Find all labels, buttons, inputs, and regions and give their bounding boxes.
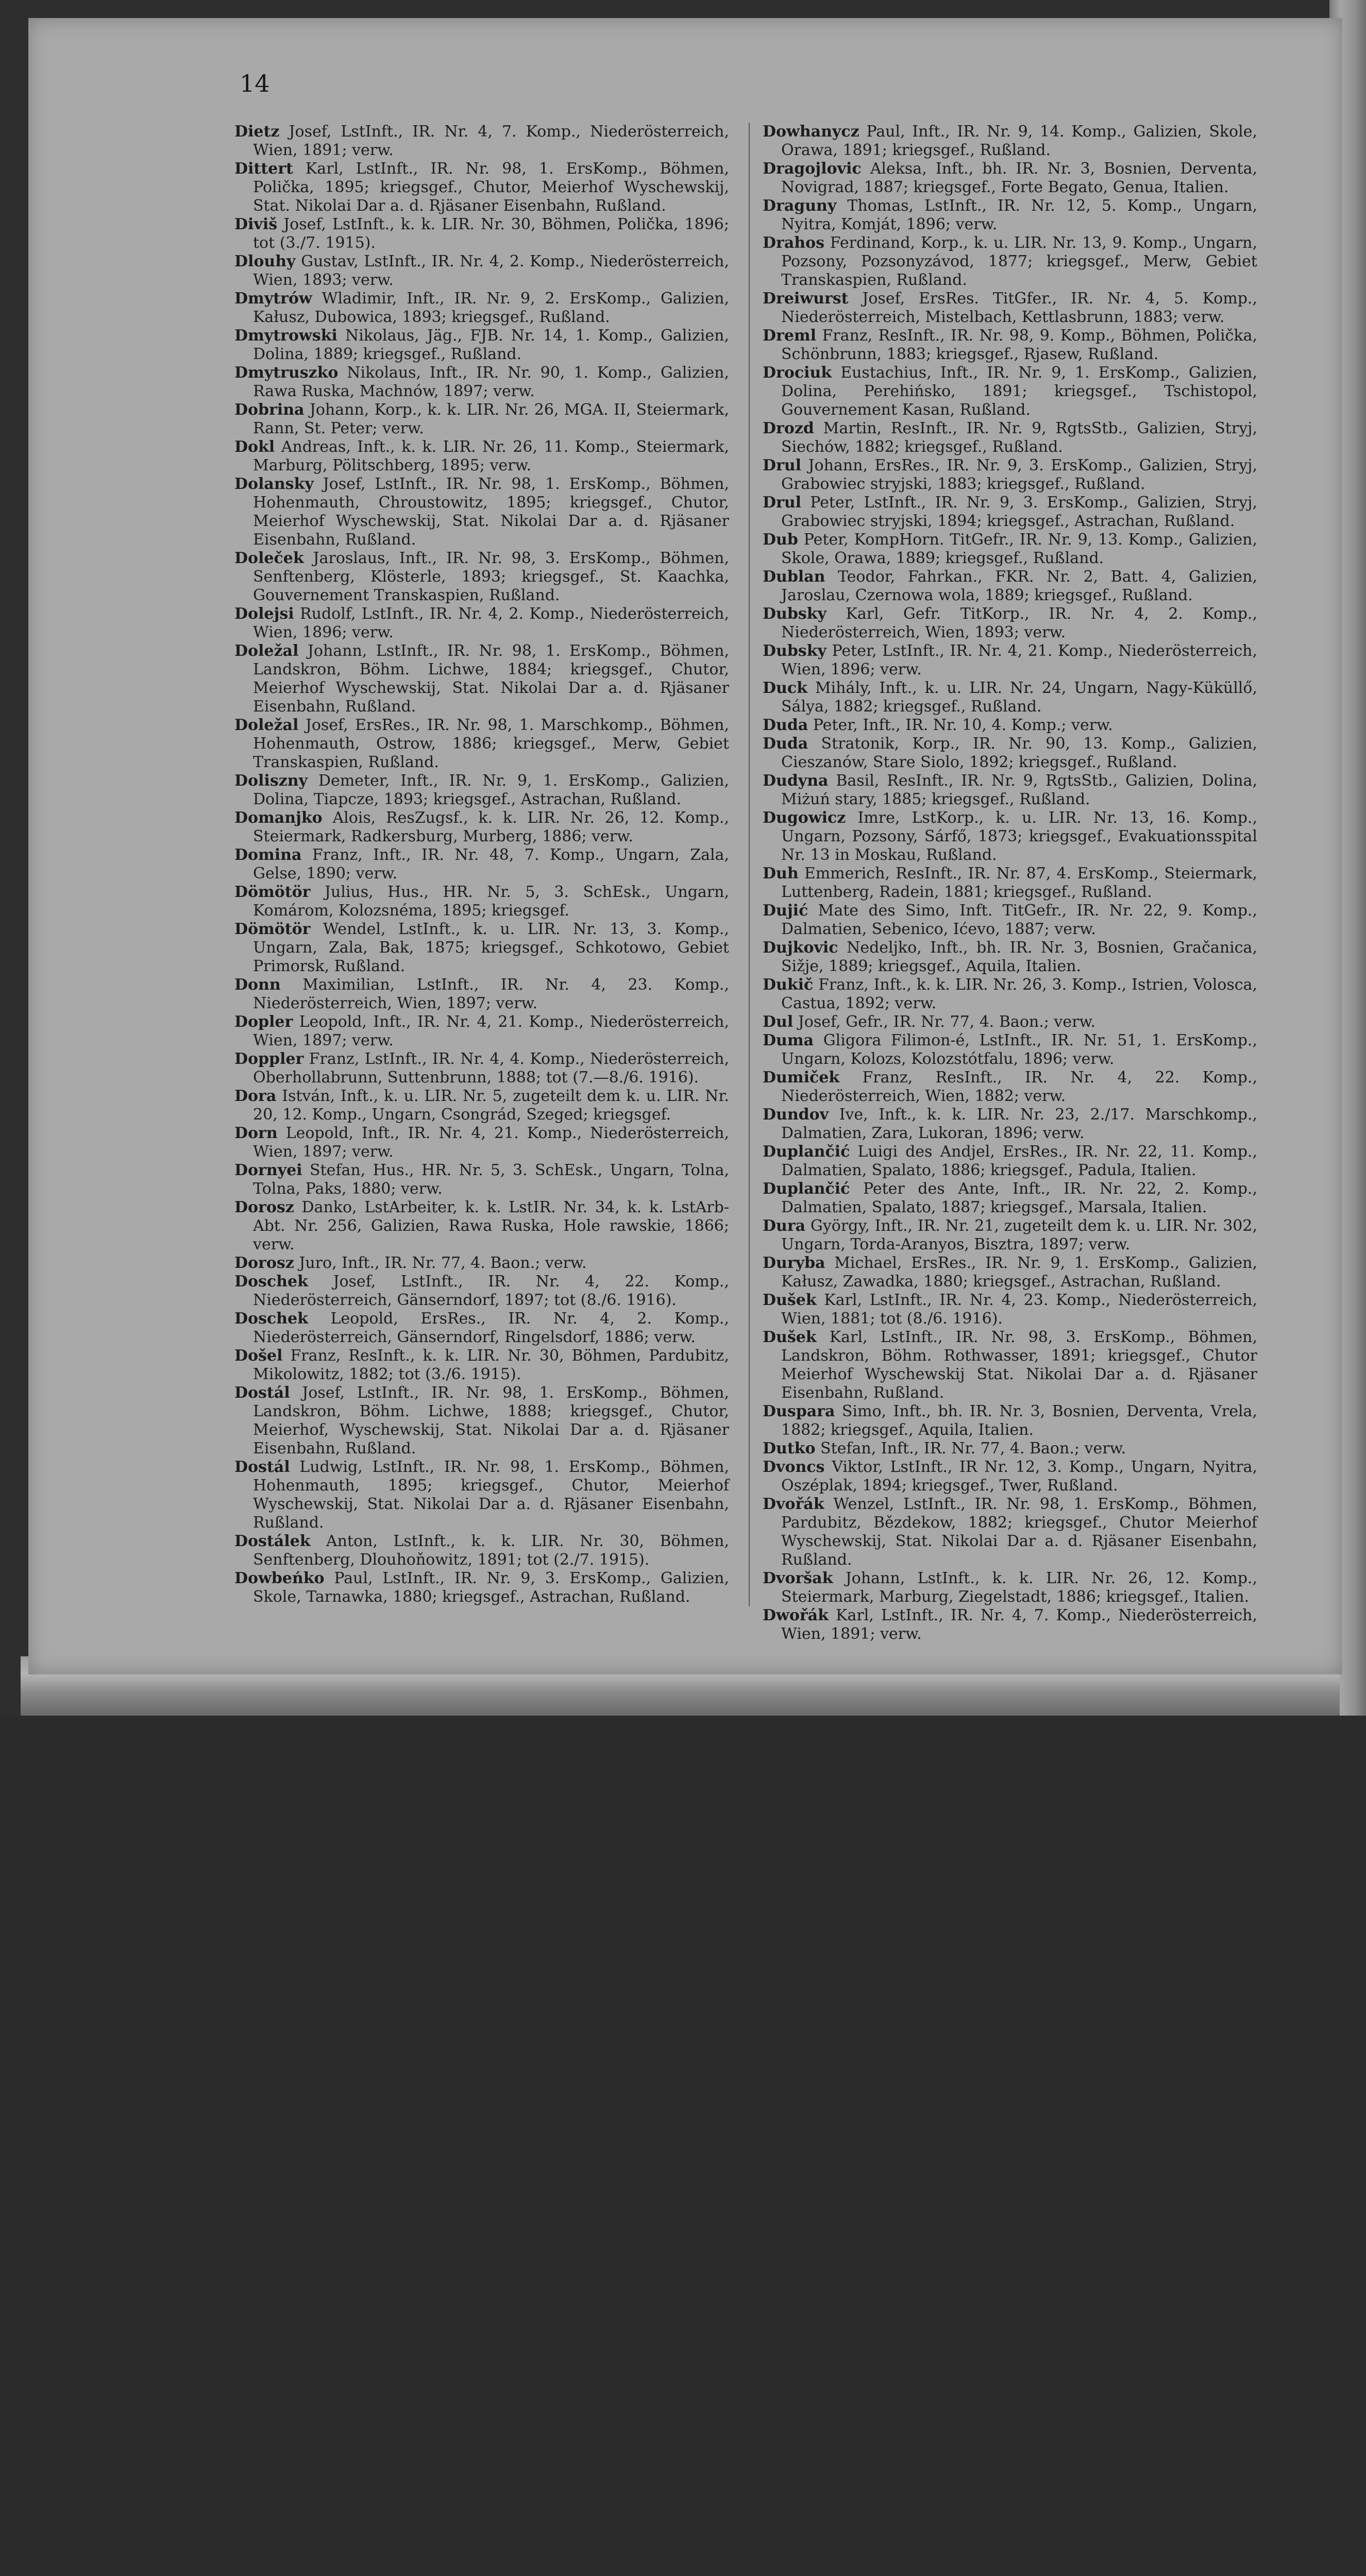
register-entry (763, 531, 1257, 568)
entry-details: Eustachius, Inft., IR. Nr. 9, 1. ErsKomp., Galizien, Dolina, Perehińsko, 1891; kriegsgef., Tschistopol, Gouvernement Kasan, Rußland. (781, 364, 1257, 419)
entry-surname: Duma (763, 1031, 814, 1049)
entry-surname: Drociuk (763, 364, 832, 382)
register-entry (234, 1273, 729, 1310)
register-entry (763, 364, 1257, 419)
entry-surname: Dolansky (234, 475, 314, 493)
register-entry (234, 1569, 729, 1606)
register-entry (234, 160, 729, 215)
register-entry (234, 1310, 729, 1347)
entry-surname: Dvoncs (763, 1458, 825, 1476)
entry-surname: Dreiwurst (763, 290, 849, 308)
register-entry (234, 549, 729, 605)
entry-surname: Dul (763, 1013, 794, 1031)
entry-surname: Duda (763, 735, 808, 753)
right-column (763, 123, 1257, 1643)
register-entry (763, 1606, 1257, 1643)
entry-details: Peter des Ante, Inft., IR. Nr. 22, 2. Komp., Dalmatien, Spalato, 1887; kriegsgef., Marsala, Italien. (781, 1180, 1257, 1216)
register-entry (234, 642, 729, 716)
register-entry (234, 1161, 729, 1198)
entry-surname: Dubsky (763, 605, 827, 623)
entry-surname: Dmytruszko (234, 364, 339, 382)
entry-surname: Dundov (763, 1106, 829, 1124)
register-entry (234, 1198, 729, 1254)
entry-details: Stefan, Hus., HR. Nr. 5, 3. SchEsk., Ungarn, Tolna, Tolna, Paks, 1880; verw. (253, 1161, 729, 1198)
entry-details: Stefan, Inft., IR. Nr. 77, 4. Baon.; verw. (820, 1439, 1126, 1458)
entry-surname: Dopler (234, 1013, 293, 1031)
register-entry (763, 1143, 1257, 1180)
register-entry (763, 160, 1257, 197)
register-entry (763, 605, 1257, 642)
entry-details: Johann, LstInft., IR. Nr. 98, 1. ErsKomp., Böhmen, Landskron, Böhm. Lichwe, 1884; kriegsgef., Chutor, Meierhof Wyschewskij, Stat. Nikolai Dar a. d. Rjäsaner Eisenbahn, Rußland. (253, 642, 729, 716)
entry-surname: Dwořák (763, 1606, 829, 1624)
entry-details: Michael, ErsRes., IR. Nr. 9, 1. ErsKomp., Galizien, Kałusz, Zawadka, 1880; kriegsgef., Astrachan, Rußland. (781, 1254, 1257, 1291)
entry-details: Demeter, Inft., IR. Nr. 9, 1. ErsKomp., Galizien, Dolina, Tiapcze, 1893; kriegsgef., Astrachan, Rußland. (253, 772, 729, 808)
register-entry (763, 1031, 1257, 1069)
entry-surname: Doliszny (234, 772, 308, 790)
entry-details: Johann, Korp., k. k. LIR. Nr. 26, MGA. II, Steiermark, Rann, St. Peter; verw. (253, 401, 729, 437)
entry-details: Johann, ErsRes., IR. Nr. 9, 3. ErsKomp., Galizien, Stryj, Grabowiec stryjski, 1883; kriegsgef., Rußland. (781, 456, 1257, 493)
entry-surname: Dušek (763, 1291, 817, 1309)
entry-surname: Dreml (763, 327, 817, 345)
entry-details: Teodor, Fahrkan., FKR. Nr. 2, Batt. 4, Galizien, Jaroslau, Czernowa wola, 1889; kriegsgef., Rußland. (781, 568, 1257, 604)
entry-surname: Doschek (234, 1273, 308, 1291)
entry-surname: Duryba (763, 1254, 825, 1272)
entry-surname: Doschek (234, 1310, 308, 1328)
register-entry (234, 327, 729, 364)
entry-surname: Dora (234, 1087, 277, 1105)
entry-surname: Dujić (763, 902, 808, 920)
entry-surname: Dostálek (234, 1532, 311, 1550)
entry-surname: Dowhanycz (763, 123, 859, 141)
entry-details: Mate des Simo, Inft. TitGefr., IR. Nr. 22, 9. Komp., Dalmatien, Sebenico, Ićevo, 1887; verw. (781, 902, 1258, 938)
register-entry (763, 1069, 1257, 1106)
register-entry (763, 456, 1257, 494)
entry-details: Franz, Inft., k. k. LIR. Nr. 26, 3. Komp., Istrien, Volosca, Castua, 1892; verw. (781, 976, 1257, 1012)
entry-surname: Dvořák (763, 1495, 824, 1513)
entry-details: Aleksa, Inft., bh. IR. Nr. 3, Bosnien, Derventa, Novigrad, 1887; kriegsgef., Forte Begato, Genua, Italien. (781, 160, 1257, 196)
entry-surname: Dittert (234, 160, 293, 178)
register-entry (763, 1458, 1257, 1495)
register-entry (763, 976, 1257, 1013)
entry-details: Stratonik, Korp., IR. Nr. 90, 13. Komp., Galizien, Cieszanów, Stare Siolo, 1892; kriegsgef., Rußland. (781, 735, 1257, 771)
entry-surname: Duck (763, 679, 807, 697)
entry-surname: Donn (234, 976, 281, 994)
register-entry (234, 772, 729, 809)
register-entry (763, 290, 1257, 327)
entry-details: Wenzel, LstInft., IR. Nr. 98, 1. ErsKomp., Böhmen, Pardubitz, Bězdekow, 1882; kriegsgef., Chutor Meierhof Wyschewskij, Stat. Nikolai Dar a. d. Rjäsaner Eisenbahn, Rußland. (781, 1495, 1257, 1569)
entry-surname: Dumiček (763, 1069, 840, 1087)
register-entry (763, 1106, 1257, 1143)
register-entry (234, 364, 729, 401)
entry-details: Gligora Filimon-é, LstInft., IR. Nr. 51, 1. ErsKomp., Ungarn, Kolozs, Kolozstótfalu, 1896; verw. (781, 1031, 1257, 1068)
entry-details: Gustav, LstInft., IR. Nr. 4, 2. Komp., Niederösterreich, Wien, 1893; verw. (253, 252, 730, 289)
entry-surname: Dobrina (234, 401, 305, 419)
entry-details: István, Inft., k. u. LIR. Nr. 5, zugeteilt dem k. u. LIR. Nr. 20, 12. Komp., Ungarn, Csongrád, Szeged; kriegsgef. (253, 1087, 729, 1124)
entry-details: Franz, ResInft., IR. Nr. 4, 22. Komp., Niederösterreich, Wien, 1882; verw. (781, 1069, 1257, 1105)
entry-details: Julius, Hus., HR. Nr. 5, 3. SchEsk., Ungarn, Komárom, Kolozsnéma, 1895; kriegsgef. (253, 883, 729, 920)
entry-details: Leopold, Inft., IR. Nr. 4, 21. Komp., Niederösterreich, Wien, 1897; verw. (253, 1124, 729, 1161)
entry-details: Emmerich, ResInft., IR. Nr. 87, 4. ErsKomp., Steiermark, Luttenberg, Radein, 1881; kriegsgef., Rußland. (781, 865, 1257, 901)
entry-surname: Dostál (234, 1384, 290, 1402)
entry-surname: Dutko (763, 1439, 816, 1458)
entry-details: Rudolf, LstInft., IR. Nr. 4, 2. Komp., Niederösterreich, Wien, 1896; verw. (253, 605, 729, 641)
entry-details: Franz, LstInft., IR. Nr. 4, 4. Komp., Niederösterreich, Oberhollabrunn, Suttenbrunn, 1888; tot (7.—8./6. 1916). (253, 1050, 729, 1087)
entry-details: Alois, ResZugsf., k. k. LIR. Nr. 26, 12. Komp., Steiermark, Radkersburg, Murberg, 1886; verw. (253, 809, 729, 845)
register-entry (763, 772, 1257, 809)
entry-details: Josef, LstInft., IR. Nr. 4, 7. Komp., Niederösterreich, Wien, 1891; verw. (253, 123, 729, 159)
entry-details: Jaroslaus, Inft., IR. Nr. 98, 3. ErsKomp., Böhmen, Senftenberg, Klösterle, 1893; kriegsgef., St. Kaachka, Gouvernement Transkaspien, Rußland. (253, 549, 729, 604)
entry-details: Wladimir, Inft., IR. Nr. 9, 2. ErsKomp., Galizien, Kałusz, Dubowica, 1893; kriegsgef., Rußland. (253, 290, 729, 326)
entry-surname: Domina (234, 846, 302, 864)
register-entry (763, 1180, 1257, 1217)
register-entry (763, 939, 1257, 976)
entry-details: Basil, ResInft., IR. Nr. 9, RgtsStb., Galizien, Dolina, Miżuń stary, 1885; kriegsgef., Rußland. (781, 772, 1257, 808)
entry-details: Ive, Inft., k. k. LIR. Nr. 23, 2./17. Marschkomp., Dalmatien, Zara, Lukoran, 1896; verw. (781, 1106, 1257, 1142)
register-entry (234, 215, 729, 252)
entry-details: Leopold, Inft., IR. Nr. 4, 21. Komp., Niederösterreich, Wien, 1897; verw. (253, 1013, 729, 1049)
register-entry (763, 419, 1257, 456)
register-entry (763, 1291, 1257, 1328)
entry-details: Juro, Inft., IR. Nr. 77, 4. Baon.; verw. (299, 1254, 587, 1272)
entry-surname: Domanjko (234, 809, 323, 827)
register-entry (234, 1254, 729, 1273)
register-entry (763, 1328, 1257, 1402)
entry-details: Franz, ResInft., k. k. LIR. Nr. 30, Böhmen, Pardubitz, Mikolowitz, 1882; tot (3./6. 1915). (253, 1347, 729, 1383)
entry-surname: Dub (763, 531, 798, 549)
register-entry (763, 809, 1257, 865)
entry-details: Danko, LstArbeiter, k. k. LstIR. Nr. 34, k. k. LstArb-Abt. Nr. 256, Galizien, Rawa Ruska, Hole rawskie, 1866; verw. (253, 1198, 729, 1253)
entry-details: Peter, Inft., IR. Nr. 10, 4. Komp.; verw. (813, 716, 1113, 734)
entry-details: Karl, LstInft., IR. Nr. 4, 23. Komp., Niederösterreich, Wien, 1881; tot (8./6. 1916). (781, 1291, 1257, 1328)
entry-details: Peter, LstInft., IR. Nr. 4, 21. Komp., Niederösterreich, Wien, 1896; verw. (781, 642, 1257, 679)
entry-details: Peter, LstInft., IR. Nr. 9, 3. ErsKomp., Galizien, Stryj, Grabowiec stryjski, 1894; kriegsgef., Astrachan, Rußland. (781, 494, 1257, 530)
entry-surname: Doležal (234, 716, 299, 734)
entry-surname: Duplančić (763, 1143, 850, 1161)
register-entry (763, 568, 1257, 605)
register-entry (763, 735, 1257, 772)
entry-surname: Doleček (234, 549, 304, 567)
register-entry (234, 1384, 729, 1458)
register-entry (763, 494, 1257, 531)
entry-surname: Dorn (234, 1124, 278, 1142)
entry-surname: Duspara (763, 1402, 835, 1420)
entry-surname: Doležal (234, 642, 299, 660)
entry-surname: Dorosz (234, 1198, 294, 1216)
entry-details: Maximilian, LstInft., IR. Nr. 4, 23. Komp., Niederösterreich, Wien, 1897; verw. (253, 976, 729, 1012)
entry-details: Anton, LstInft., k. k. LIR. Nr. 30, Böhmen, Senftenberg, Dlouhoňowitz, 1891; tot (2./7. 1915). (253, 1532, 729, 1569)
entry-details: Josef, LstInft., IR. Nr. 98, 1. ErsKomp., Böhmen, Hohenmauth, Chroustowitz, 1895; kriegsgef., Chutor, Meierhof Wyschewskij, Stat. Nikolai Dar a. d. Rjäsaner Eisenbahn, Rußland. (253, 475, 729, 549)
register-entry (234, 252, 729, 290)
register-entry (763, 1402, 1257, 1439)
entry-details: Josef, Gefr., IR. Nr. 77, 4. Baon.; verw. (798, 1013, 1096, 1031)
register-entry (234, 475, 729, 549)
entry-details: Paul, LstInft., IR. Nr. 9, 3. ErsKomp., Galizien, Skole, Tarnawka, 1880; kriegsgef., Astrachan, Rußland. (253, 1569, 729, 1606)
entry-surname: Dvoršak (763, 1569, 833, 1587)
entry-details: Nedeljko, Inft., bh. IR. Nr. 3, Bosnien, Gračanica, Sižje, 1889; kriegsgef., Aquila, Italien. (781, 939, 1257, 975)
register-entry (763, 123, 1257, 160)
entry-details: Karl, LstInft., IR. Nr. 98, 1. ErsKomp., Böhmen, Polička, 1895; kriegsgef., Chutor, Meierhof Wyschewskij, Stat. Nikolai Dar a. d. Rjäsaner Eisenbahn, Rußland. (253, 160, 730, 215)
entry-surname: Dubsky (763, 642, 827, 660)
entry-details: Ferdinand, Korp., k. u. LIR. Nr. 13, 9. Komp., Ungarn, Pozsony, Pozsonyzávod, 1877; kriegsgef., Merw, Gebiet Transkaspien, Rußland. (781, 234, 1257, 289)
entry-surname: Drul (763, 494, 802, 512)
entry-surname: Dolejsi (234, 605, 294, 623)
entry-surname: Dlouhy (234, 252, 296, 270)
register-entry (763, 1217, 1257, 1254)
register-entry (763, 716, 1257, 735)
entry-surname: Dorosz (234, 1254, 294, 1272)
entry-surname: Došel (234, 1347, 283, 1365)
entry-details: Josef, LstInft., k. k. LIR. Nr. 30, Böhmen, Polička, 1896; tot (3./7. 1915). (253, 215, 729, 252)
viewer-footer (0, 1716, 1366, 1821)
entry-details: Luigi des Andjel, ErsRes., IR. Nr. 22, 11. Komp., Dalmatien, Spalato, 1886; kriegsgef., Padula, Italien. (781, 1143, 1258, 1179)
entry-surname: Dukič (763, 976, 814, 994)
entry-details: Franz, Inft., IR. Nr. 48, 7. Komp., Ungarn, Zala, Gelse, 1890; verw. (253, 846, 729, 883)
entry-details: Johann, LstInft., k. k. LIR. Nr. 26, 12. Komp., Steiermark, Marburg, Ziegelstadt, 1886; kriegsgef., Italien. (781, 1569, 1257, 1606)
entry-surname: Drahos (763, 234, 824, 252)
register-entry (234, 809, 729, 846)
entry-details: Peter, KompHorn. TitGefr., IR. Nr. 9, 13. Komp., Galizien, Skole, Orawa, 1889; kriegsgef., Rußland. (781, 531, 1257, 567)
entry-details: Andreas, Inft., k. k. LIR. Nr. 26, 11. Komp., Steiermark, Marburg, Pölitschberg, 1895; verw. (253, 438, 729, 474)
entry-surname: Dragojlovic (763, 160, 862, 178)
register-entry (763, 1495, 1257, 1569)
entry-surname: Dušek (763, 1328, 817, 1346)
entry-surname: Duh (763, 865, 799, 883)
register-entry (234, 1532, 729, 1569)
entry-details: Karl, Gefr. TitKorp., IR. Nr. 4, 2. Komp., Niederösterreich, Wien, 1893; verw. (781, 605, 1257, 641)
entry-surname: Drozd (763, 419, 814, 437)
register-entry (234, 716, 729, 772)
entry-details: Josef, LstInft., IR. Nr. 4, 22. Komp., Niederösterreich, Gänserndorf, 1897; tot (8./6. 1916). (253, 1273, 729, 1309)
entry-details: Paul, Inft., IR. Nr. 9, 14. Komp., Galizien, Skole, Orawa, 1891; kriegsgef., Rußland. (781, 123, 1257, 159)
register-entry (234, 1124, 729, 1161)
entry-surname: Doppler (234, 1050, 304, 1068)
column-divider (749, 123, 750, 1606)
register-entry (234, 976, 729, 1013)
entry-surname: Diviš (234, 215, 278, 233)
entry-details: Franz, ResInft., IR. Nr. 98, 9. Komp., Böhmen, Polička, Schönbrunn, 1883; kriegsgef., Rjasew, Rußland. (781, 327, 1257, 363)
entry-surname: Dornyei (234, 1161, 302, 1179)
entry-details: Josef, ErsRes. TitGfer., IR. Nr. 4, 5. Komp., Niederösterreich, Mistelbach, Kettlasbrunn, 1883; verw. (781, 290, 1257, 326)
entry-surname: Dietz (234, 123, 280, 141)
register-entry (234, 1458, 729, 1532)
register-entry (234, 1050, 729, 1087)
register-entry (234, 290, 729, 327)
register-entry (763, 1013, 1257, 1031)
register-entry (763, 197, 1257, 234)
register-entry (234, 605, 729, 642)
entry-details: Wendel, LstInft., k. u. LIR. Nr. 13, 3. Komp., Ungarn, Zala, Bak, 1875; kriegsgef., Schkotowo, Gebiet Primorsk, Rußland. (253, 920, 729, 975)
entry-surname: Drul (763, 456, 802, 474)
entry-surname: Dublan (763, 568, 825, 586)
entry-details: Martin, ResInft., IR. Nr. 9, RgtsStb., Galizien, Stryj, Siechów, 1882; kriegsgef., Rußland. (781, 419, 1257, 456)
register-entry (234, 1013, 729, 1050)
register-entry (234, 1087, 729, 1124)
entry-surname: Dömötör (234, 883, 311, 901)
left-column (234, 123, 729, 1606)
register-entry (763, 642, 1257, 679)
entry-details: Nikolaus, Inft., IR. Nr. 90, 1. Komp., Galizien, Rawa Ruska, Machnów, 1897; verw. (253, 364, 729, 400)
document-page (28, 18, 1342, 1674)
register-entry (763, 1569, 1257, 1606)
entry-details: Imre, LstKorp., k. u. LIR. Nr. 13, 16. Komp., Ungarn, Pozsony, Sárfő, 1873; kriegsgef., Evakuationsspital Nr. 13 in Moskau, Rußland. (781, 809, 1257, 864)
register-entry (763, 1254, 1257, 1291)
register-entry (234, 846, 729, 883)
entry-details: Josef, LstInft., IR. Nr. 98, 1. ErsKomp., Böhmen, Landskron, Böhm. Lichwe, 1888; kriegsgef., Chutor, Meierhof, Wyschewskij, Stat. Nikolai Dar a. d. Rjäsaner Eisenbahn, Rußland. (253, 1384, 729, 1458)
entry-surname: Dostál (234, 1458, 290, 1476)
entry-surname: Dmytrowski (234, 327, 338, 345)
entry-details: Karl, LstInft., IR. Nr. 4, 7. Komp., Niederösterreich, Wien, 1891; verw. (781, 1606, 1257, 1643)
entry-details: Ludwig, LstInft., IR. Nr. 98, 1. ErsKomp., Böhmen, Hohenmauth, 1895; kriegsgef., Chutor, Meierhof Wyschewskij, Stat. Nikolai Dar a. d. Rjäsaner Eisenbahn, Rußland. (253, 1458, 729, 1532)
entry-surname: Dujkovic (763, 939, 838, 957)
register-entry (763, 1439, 1257, 1458)
entry-details: Leopold, ErsRes., IR. Nr. 4, 2. Komp., Niederösterreich, Gänserndorf, Ringelsdorf, 1886; verw. (253, 1310, 729, 1346)
register-entry (763, 327, 1257, 364)
entry-details: György, Inft., IR. Nr. 21, zugeteilt dem k. u. LIR. Nr. 302, Ungarn, Torda-Aranyos, Bisztra, 1897; verw. (781, 1217, 1257, 1253)
register-entry (234, 438, 729, 475)
entry-surname: Duda (763, 716, 808, 734)
register-entry (234, 920, 729, 976)
register-entry (234, 123, 729, 160)
entry-details: Simo, Inft., bh. IR. Nr. 3, Bosnien, Derventa, Vrela, 1882; kriegsgef., Aquila, Italien. (781, 1402, 1257, 1439)
entry-details: Karl, LstInft., IR. Nr. 98, 3. ErsKomp., Böhmen, Landskron, Böhm. Rothwasser, 1891; kriegsgef., Chutor Meierhof Wyschewskij Stat. Nikolai Dar a. d. Rjäsaner Eisenbahn, Rußland. (781, 1328, 1257, 1402)
entry-details: Nikolaus, Jäg., FJB. Nr. 14, 1. Komp., Galizien, Dolina, 1889; kriegsgef., Rußland. (253, 327, 729, 363)
entry-surname: Dudyna (763, 772, 829, 790)
entry-surname: Draguny (763, 197, 837, 215)
register-entry (763, 902, 1257, 939)
entry-details: Thomas, LstInft., IR. Nr. 12, 5. Komp., Ungarn, Nyitra, Komját, 1896; verw. (781, 197, 1257, 233)
register-entry (763, 234, 1257, 290)
entry-surname: Dmytrów (234, 290, 312, 308)
entry-details: Mihály, Inft., k. u. LIR. Nr. 24, Ungarn, Nagy-Küküllő, Sályа, 1882; kriegsgef., Rußland. (781, 679, 1257, 716)
register-entry (763, 679, 1257, 716)
register-entry (234, 883, 729, 920)
page-number: 14 (240, 70, 270, 97)
entry-surname: Dömötör (234, 920, 311, 938)
register-entry (763, 865, 1257, 902)
entry-surname: Duplančić (763, 1180, 850, 1198)
entry-surname: Dowbeńko (234, 1569, 325, 1587)
register-entry (234, 1347, 729, 1384)
entry-surname: Dokl (234, 438, 275, 456)
entry-details: Josef, ErsRes., IR. Nr. 98, 1. Marschkomp., Böhmen, Hohenmauth, Ostrow, 1886; kriegsgef., Merw, Gebiet Transkaspien, Rußland. (253, 716, 729, 771)
register-entry (234, 401, 729, 438)
entry-surname: Dugowicz (763, 809, 846, 827)
entry-surname: Dura (763, 1217, 806, 1235)
entry-details: Viktor, LstInft., IR Nr. 12, 3. Komp., Ungarn, Nyitra, Oszéplak, 1894; kriegsgef., Twer, Rußland. (781, 1458, 1257, 1495)
